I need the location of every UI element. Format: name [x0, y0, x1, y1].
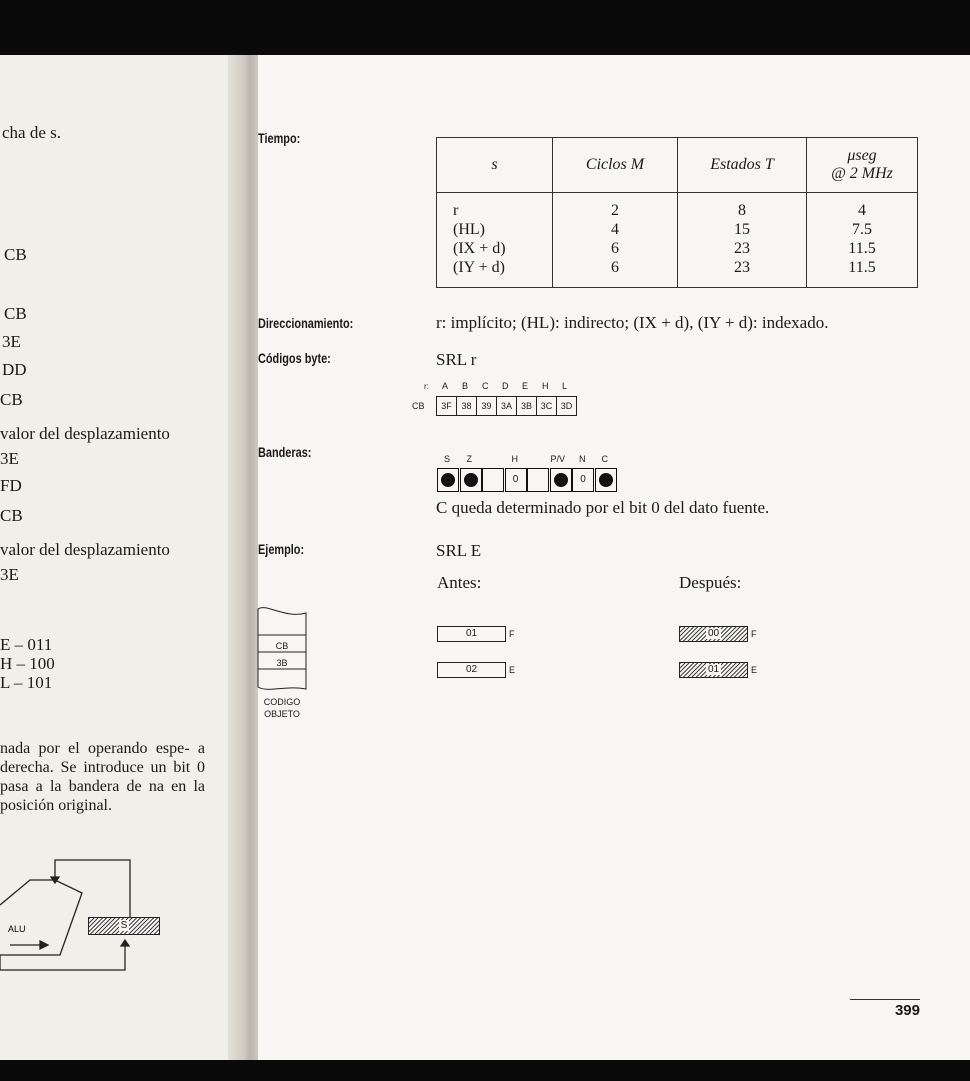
object-label-2: OBJETO: [264, 709, 300, 719]
flag-affected-dot: [464, 473, 478, 487]
flag-name: P/V: [550, 454, 566, 464]
before-e-register: 02: [437, 662, 506, 678]
flag-bit: [482, 468, 504, 492]
opcode-cell: 3D: [556, 396, 577, 416]
flag-bit: [595, 468, 617, 492]
left-reg: L – 101: [0, 673, 53, 692]
after-e-label: E: [751, 665, 758, 675]
addressing-text: r: implícito; (HL): indirecto; (IX + d), (IY + d): indexado.: [436, 313, 829, 332]
flag-name: N: [579, 454, 586, 464]
alu-diagram: [0, 845, 240, 985]
label-tiempo: Tiempo:: [258, 130, 301, 146]
opcode-reg-label: A: [442, 381, 449, 391]
opcode-reg-label: C: [482, 381, 489, 391]
label-banderas: Banderas:: [258, 444, 312, 460]
left-paragraph: nada por el operando espe- a derecha. Se introduce un bit 0 pasa a la bandera de na en la posición original.: [0, 740, 205, 814]
label-codigos: Códigos byte:: [258, 350, 331, 366]
flag-name: Z: [466, 454, 472, 464]
cell-s: r (HL) (IX + d) (IY + d): [437, 193, 553, 288]
opcode-cell: 38: [456, 396, 477, 416]
object-label-1: CODIGO: [263, 697, 301, 707]
opcode-reg-label: B: [462, 381, 469, 391]
after-e-value: 01: [707, 664, 720, 675]
flag-affected-dot: [441, 473, 455, 487]
label-direccionamiento: Direccionamiento:: [258, 315, 354, 331]
label-ejemplo: Ejemplo:: [258, 541, 305, 557]
opcode-row-label: CB: [412, 401, 425, 411]
object-code-cb: CB: [275, 641, 289, 651]
left-code: 3E: [2, 332, 21, 351]
after-f-value: 00: [707, 628, 720, 639]
opcode-reg-label: D: [502, 381, 509, 391]
s-register: [88, 917, 160, 935]
opcode-cell: 3C: [536, 396, 557, 416]
after-f-register: [679, 626, 748, 642]
object-code-3b: 3B: [276, 658, 288, 668]
opcode-reg-label: E: [522, 381, 529, 391]
flag-bit: 0: [505, 468, 527, 492]
header-useg: [807, 138, 918, 193]
alu-label: ALU: [8, 924, 26, 934]
left-text-line: cha de s.: [2, 123, 62, 142]
header-s: s: [437, 138, 553, 193]
page-number-rule: [850, 999, 920, 1000]
flag-name: C: [601, 454, 608, 464]
left-code: FD: [0, 476, 22, 495]
opcode-cell: 3B: [516, 396, 537, 416]
after-f-label: F: [751, 629, 757, 639]
timing-body-row: [437, 193, 918, 288]
opcode-cell: 3A: [496, 396, 517, 416]
flag-bit: [550, 468, 572, 492]
page-number: 399: [894, 1002, 920, 1019]
opcode-cell: 39: [476, 396, 497, 416]
cell-estados: 8 15 23 23: [678, 193, 807, 288]
flag-affected-dot: [599, 473, 613, 487]
left-reg: H – 100: [0, 654, 55, 673]
after-e-register: [679, 662, 748, 678]
flags-note: C queda determinado por el bit 0 del dato fuente.: [436, 498, 770, 517]
left-reg: E – 011: [0, 635, 53, 654]
header-ciclos: Ciclos M: [553, 138, 678, 193]
left-code: 3E: [0, 565, 19, 584]
before-f-label: F: [509, 629, 515, 639]
left-code: CB: [0, 390, 23, 409]
left-code: DD: [2, 360, 27, 379]
flag-bit: [527, 468, 549, 492]
before-label: Antes:: [437, 573, 482, 592]
cell-ciclos: 2 4 6 6: [553, 193, 678, 288]
flag-name: H: [511, 454, 518, 464]
left-disp: valor del desplazamiento: [0, 424, 170, 443]
header-useg-1: μseg: [847, 147, 877, 164]
cell-useg: 4 7.5 11.5 11.5: [807, 193, 918, 288]
example-title: SRL E: [436, 541, 482, 560]
flag-bit: [460, 468, 482, 492]
left-code: CB: [4, 304, 27, 323]
opcode-cell: 3F: [436, 396, 457, 416]
opcode-title: SRL r: [436, 350, 477, 369]
flag-bit: 0: [572, 468, 594, 492]
header-estados: Estados T: [678, 138, 807, 193]
left-code: CB: [0, 506, 23, 525]
before-f-register: 01: [437, 626, 506, 642]
flag-bit: [437, 468, 459, 492]
opcode-reg-label: H: [542, 381, 549, 391]
left-code: 3E: [0, 449, 19, 468]
opcode-prefix: r:: [424, 382, 429, 391]
left-disp: valor del desplazamiento: [0, 540, 170, 559]
opcode-reg-label: L: [562, 381, 568, 391]
s-register-label: S: [120, 920, 128, 931]
flag-name: S: [444, 454, 451, 464]
timing-table: [436, 137, 918, 288]
timing-header-row: [437, 138, 918, 193]
left-code: CB: [4, 245, 27, 264]
after-label: Después:: [679, 573, 742, 592]
before-e-label: E: [509, 665, 516, 675]
left-page: [0, 55, 240, 1060]
flag-affected-dot: [554, 473, 568, 487]
header-useg-2: @ 2 MHz: [831, 165, 893, 182]
